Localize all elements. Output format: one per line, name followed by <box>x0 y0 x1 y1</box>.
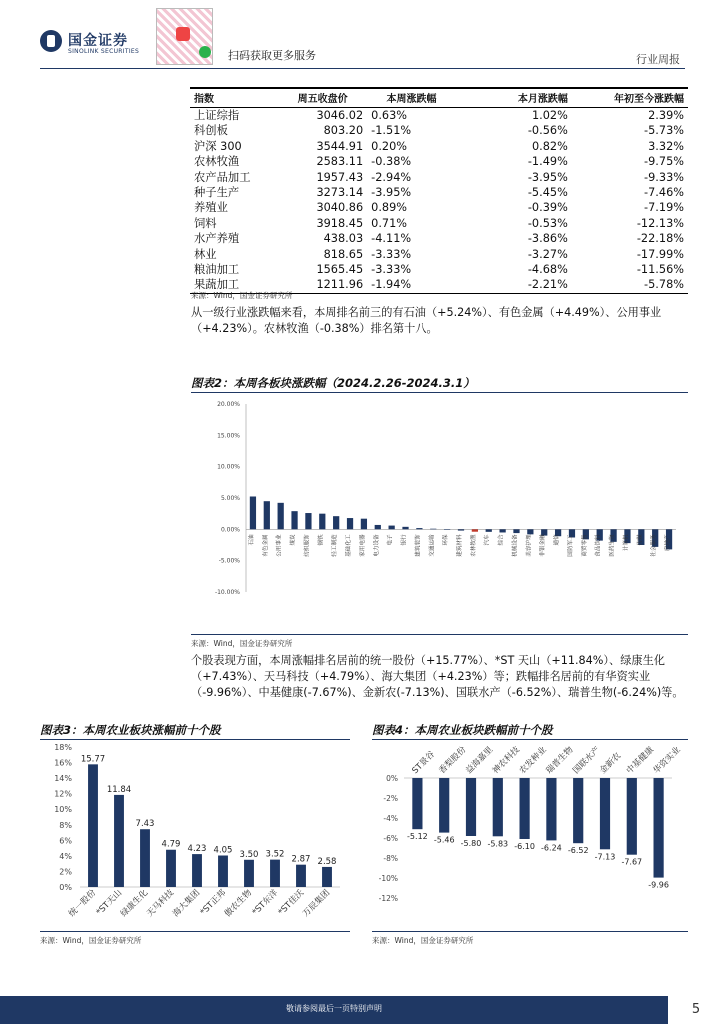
table-cell: 2583.11 <box>316 155 364 169</box>
table-cell: 0.89% <box>371 201 408 215</box>
sector-bar <box>291 511 297 529</box>
category-label: 天马科技 <box>144 888 177 920</box>
table-row <box>190 231 688 246</box>
data-label: -5.46 <box>433 835 455 845</box>
table-cell: 3.32% <box>648 139 684 153</box>
category-label: ST景谷 <box>410 749 438 777</box>
wechat-badge-icon <box>199 46 211 58</box>
index-performance-table <box>190 87 688 294</box>
loser-bar <box>627 778 637 855</box>
scan-prompt: 扫码获取更多服务 <box>228 49 316 62</box>
table-cell: -9.33% <box>644 170 684 184</box>
figure2-title: 图表2：本周各板块涨跌幅（2024.2.26-2024.3.1） <box>191 376 475 390</box>
page-number: 5 <box>668 996 724 1024</box>
category-label: *ST正邦 <box>198 888 229 918</box>
category-label: 建筑材料 <box>457 534 463 557</box>
figure4-source: 来源：Wind，国金证券研究所 <box>372 936 474 945</box>
y-tick-label: -2% <box>383 794 398 803</box>
table-header-cell: 周五收盘价 <box>278 88 367 108</box>
data-label: 2.58 <box>317 856 337 867</box>
table-cell: 农林牧渔 <box>194 155 240 169</box>
sector-bar <box>430 529 436 530</box>
category-label: 统一股份 <box>66 888 99 920</box>
y-tick-label: 10% <box>54 805 72 815</box>
header-divider <box>40 68 685 69</box>
table-cell: 农产品加工 <box>194 170 251 184</box>
gainer-bar <box>114 795 124 887</box>
data-label: -5.83 <box>487 839 509 849</box>
brand-name: 国金证券 <box>68 33 128 49</box>
y-tick-label: -4% <box>383 814 398 823</box>
category-label: 商贸零售 <box>581 534 588 557</box>
table-row <box>190 247 688 262</box>
category-label: 电子 <box>387 534 394 546</box>
y-tick-label: 12% <box>54 789 72 799</box>
table-cell: -4.68% <box>527 263 568 277</box>
gainer-bar <box>140 829 150 887</box>
table-cell: 0.20% <box>371 139 408 153</box>
table-cell: 1565.45 <box>316 263 364 277</box>
category-label: 房地产 <box>665 534 672 552</box>
table-cell: -5.73% <box>644 124 684 138</box>
category-label: 绿康生化 <box>118 888 151 920</box>
category-label: 建筑装饰 <box>415 534 422 557</box>
table-header-cell: 本周涨跌幅 <box>367 88 456 108</box>
sector-bar <box>319 514 325 530</box>
figure2-bottom-rule <box>191 634 688 635</box>
data-label: -6.52 <box>567 846 589 856</box>
sector-bar <box>375 525 381 529</box>
sector-bar <box>527 529 533 534</box>
category-label: 社会服务 <box>651 534 658 557</box>
table-cell: -1.51% <box>371 124 412 138</box>
table-row <box>190 216 688 231</box>
sector-bar <box>499 529 505 532</box>
brand-name-en: SINOLINK SECURITIES <box>68 48 140 55</box>
top-losers-bar-chart <box>372 740 688 930</box>
table-cell: -7.46% <box>644 186 684 200</box>
y-tick-label: -10% <box>378 874 398 883</box>
category-label: 综合 <box>498 534 505 546</box>
table-cell: 1.02% <box>531 109 568 122</box>
category-label: 公用事业 <box>276 534 283 557</box>
loser-bar <box>466 778 476 836</box>
y-tick-label: -6% <box>383 834 398 843</box>
category-label: 农发种业 <box>517 744 549 777</box>
loser-bar <box>412 778 422 829</box>
sector-bar <box>513 529 519 533</box>
data-label: 4.05 <box>213 845 233 856</box>
data-label: 15.77 <box>80 754 106 765</box>
table-cell: 0.82% <box>531 139 568 153</box>
y-tick-label: 2% <box>59 867 72 877</box>
table-cell: 养殖业 <box>194 201 228 215</box>
data-label: -9.96 <box>648 880 669 890</box>
table-cell: -4.11% <box>371 232 412 246</box>
figure2-source: 来源：Wind，国金证券研究所 <box>191 639 293 648</box>
table-cell: -0.53% <box>527 216 568 230</box>
category-label: 机械设备 <box>512 534 519 557</box>
category-label: 电力设备 <box>373 534 380 557</box>
footer-disclaimer: 敬请参阅最后一页特别声明 <box>286 1004 382 1013</box>
category-label: 交通运输 <box>429 534 436 557</box>
table-cell: 0.71% <box>371 216 408 230</box>
gainer-bar <box>244 860 254 887</box>
data-label: 11.84 <box>106 784 132 795</box>
category-label: 汽车 <box>484 534 491 546</box>
table-cell: 818.65 <box>323 247 364 261</box>
table-cell: -7.19% <box>644 201 684 215</box>
y-tick-label: 15.00% <box>217 432 240 440</box>
category-label: *ST佳沃 <box>276 888 307 918</box>
data-label: 7.43 <box>135 819 155 830</box>
table-cell: 3046.02 <box>316 109 364 122</box>
table-cell: -3.33% <box>371 247 412 261</box>
table-cell: 1957.43 <box>316 170 364 184</box>
gainer-bar <box>322 867 332 887</box>
company-logo-icon <box>40 30 62 52</box>
y-tick-label: 14% <box>54 774 72 784</box>
sector-bar <box>402 527 408 530</box>
figure3-title: 图表3：本周农业板块涨幅前十个股 <box>40 723 221 737</box>
figure4-bottom-rule <box>372 931 688 932</box>
table-cell: -3.95% <box>527 170 568 184</box>
sector-bar <box>458 529 464 530</box>
category-label: 传媒 <box>637 534 644 546</box>
sector-bar <box>486 529 492 532</box>
category-label: 家用电器 <box>359 534 366 557</box>
category-label: 中基健康 <box>624 744 656 777</box>
loser-bar <box>654 778 664 878</box>
category-label: 煤炭 <box>290 534 297 546</box>
category-label: 轻工制造 <box>332 534 339 557</box>
table-cell: -2.21% <box>456 277 572 293</box>
gainer-bar <box>166 850 176 887</box>
category-label: 非银金融 <box>540 534 547 557</box>
paragraph-industry: 从一级行业涨跌幅来看，本周排名前三的有石油（+5.24%）、有色金属（+4.49%）、公用事业（+4.23%）。农林牧渔（-0.38%）排名第十八。 <box>191 306 662 335</box>
paragraph-stocks: 个股表现方面，本周涨幅排名居前的统一股份（+15.77%）、*ST 天山（+11.84%）、绿康生化（+7.43%）、天马科技（+4.79%）、海大集团（+4.23%）等；跌幅排名居前的有华资实业（-9.96%）、中基健康(-7.67%)、金新农(-7.13%)、国联水产（-6.52%）、瑞普生物(-6.24%)等。 <box>191 654 684 699</box>
category-label: 钢铁 <box>318 534 325 546</box>
y-tick-label: -10.00% <box>214 589 240 596</box>
y-tick-label: -8% <box>383 854 398 863</box>
gainer-bar <box>270 860 280 887</box>
sector-change-bar-chart <box>191 396 688 630</box>
category-label: 益海嘉里 <box>464 744 496 777</box>
y-tick-label: 0% <box>59 883 72 892</box>
y-tick-label: -5.00% <box>218 557 240 565</box>
sector-bar <box>333 516 339 529</box>
y-tick-label: 5.00% <box>220 495 240 502</box>
sector-bar <box>472 529 478 531</box>
data-label: 4.23 <box>187 844 207 855</box>
y-tick-label: 0.00% <box>220 526 240 534</box>
y-tick-label: -12% <box>378 894 398 903</box>
loser-bar <box>439 778 449 833</box>
figure4-title: 图表4：本周农业板块跌幅前十个股 <box>372 723 553 737</box>
sector-bar <box>305 513 311 529</box>
table-cell: -0.38% <box>371 155 412 169</box>
sector-bar <box>416 528 422 529</box>
category-label: 农林牧渔 <box>470 534 477 557</box>
category-label: 神农科技 <box>490 744 522 777</box>
table-cell: 粮油加工 <box>194 263 240 277</box>
table-cell: 水产养殖 <box>194 232 240 246</box>
table-row <box>190 262 688 277</box>
data-label: 3.50 <box>239 849 259 860</box>
category-label: 环保 <box>443 534 450 546</box>
sector-bar <box>361 519 367 530</box>
category-label: 食品饮料 <box>595 534 602 557</box>
table-cell: -1.94% <box>367 277 456 293</box>
gainer-bar <box>218 856 228 888</box>
table-cell: 果蔬加工 <box>190 277 278 293</box>
table-header-cell: 年初至今涨跌幅 <box>572 88 688 108</box>
category-label: 香梨股份 <box>437 744 469 777</box>
gainer-bar <box>192 854 202 887</box>
table-cell: -1.49% <box>527 155 568 169</box>
sector-bar <box>347 518 353 529</box>
loser-bar <box>546 778 556 840</box>
gainer-bar <box>296 865 306 887</box>
table-cell: 上证综指 <box>194 109 240 122</box>
loser-bar <box>520 778 530 839</box>
table-cell: 0.63% <box>371 109 408 122</box>
data-label: -7.67 <box>621 857 643 867</box>
category-label: 通信 <box>554 534 561 546</box>
table-header-row <box>190 88 688 108</box>
table-cell: -9.75% <box>644 155 684 169</box>
gainer-bar <box>88 764 98 887</box>
table-cell: 饲料 <box>194 216 217 230</box>
table-cell: 3273.14 <box>316 186 364 200</box>
data-label: -5.80 <box>460 839 482 848</box>
table-cell: 林业 <box>194 247 217 261</box>
category-label: *ST天山 <box>94 888 125 918</box>
table-row <box>190 139 688 154</box>
y-tick-label: 4% <box>59 851 72 861</box>
table-cell: 803.20 <box>323 124 364 138</box>
data-label: 3.52 <box>265 849 285 860</box>
data-label: -7.13 <box>594 852 616 862</box>
table-cell: 2.39% <box>648 109 684 122</box>
table-row <box>190 170 688 185</box>
table-cell: -3.27% <box>527 247 568 261</box>
table-cell: 3040.86 <box>316 201 364 215</box>
y-tick-label: 20.00% <box>217 401 240 408</box>
y-tick-label: 16% <box>54 758 72 768</box>
category-label: 国防军工 <box>567 534 574 557</box>
table-row <box>190 185 688 200</box>
table-cell: -11.56% <box>636 263 684 277</box>
table-cell: -5.78% <box>572 277 688 293</box>
table-cell: 3918.45 <box>316 216 364 230</box>
data-label: -6.24 <box>541 843 562 853</box>
category-label: 石油 <box>248 534 255 546</box>
category-label: 基础化工 <box>346 534 353 557</box>
category-label: 国联水产 <box>571 744 603 777</box>
top-gainers-bar-chart <box>40 740 350 930</box>
loser-bar <box>600 778 610 849</box>
figure3-bottom-rule <box>40 931 350 932</box>
table-cell: 1211.96 <box>278 277 367 293</box>
table-cell: 种子生产 <box>194 186 240 200</box>
category-label: 金新农 <box>598 751 624 777</box>
data-label: -5.12 <box>407 832 428 842</box>
category-label: 瑞普生物 <box>544 744 576 777</box>
category-label: 海大集团 <box>170 888 203 920</box>
y-tick-label: 8% <box>59 820 72 830</box>
data-label: -6.10 <box>514 842 535 851</box>
table-cell: 3544.91 <box>316 139 364 153</box>
sector-bar <box>264 501 270 529</box>
category-label: 纺织服饰 <box>304 534 311 557</box>
table-cell: 438.03 <box>323 232 364 246</box>
table-cell: -0.56% <box>527 124 568 138</box>
table-cell: -3.33% <box>371 263 412 277</box>
table-cell: 沪深 300 <box>194 139 242 153</box>
y-tick-label: 0% <box>386 774 398 783</box>
table-source: 来源：Wind，国金证券研究所 <box>191 291 293 300</box>
sector-bar <box>250 496 256 529</box>
table-cell: -22.18% <box>636 232 684 246</box>
category-label: 银行 <box>401 534 408 546</box>
y-tick-label: 6% <box>59 836 72 846</box>
table-row <box>190 154 688 169</box>
table-row <box>190 123 688 138</box>
figure3-source: 来源：Wind，国金证券研究所 <box>40 936 142 945</box>
table-cell: -5.45% <box>527 186 568 200</box>
table-cell: -3.86% <box>527 232 568 246</box>
category-label: 万辰集团 <box>300 888 333 920</box>
category-label: 华资实业 <box>651 744 683 777</box>
data-label: 2.87 <box>291 854 311 865</box>
table-cell: -17.99% <box>636 247 684 261</box>
table-cell: 科创板 <box>194 124 228 138</box>
category-label: 傲农生物 <box>222 888 255 920</box>
table-header-cell: 本月涨跌幅 <box>456 88 572 108</box>
category-label: *ST东洋 <box>250 888 281 918</box>
category-label: 计算机 <box>623 534 630 552</box>
sector-bar <box>278 503 284 530</box>
table-header-cell: 指数 <box>190 88 278 108</box>
category-label: 美容护理 <box>526 534 533 557</box>
sector-bar <box>444 529 450 530</box>
table-row <box>190 108 688 124</box>
figure2-title-rule <box>191 392 688 393</box>
table-row <box>190 200 688 215</box>
table-cell: -0.39% <box>527 201 568 215</box>
loser-bar <box>493 778 503 836</box>
y-tick-label: 18% <box>54 743 72 752</box>
loser-bar <box>573 778 583 843</box>
table-cell: -12.13% <box>636 216 684 230</box>
category-label: 有色金属 <box>262 534 269 557</box>
table-cell: -3.95% <box>371 186 412 200</box>
category-label: 医药生物 <box>609 534 616 557</box>
table-cell: -2.94% <box>371 170 412 184</box>
qr-center-logo-icon <box>176 27 190 41</box>
report-section-label: 行业周报 <box>636 53 680 66</box>
data-label: 4.79 <box>161 839 181 850</box>
y-tick-label: 10.00% <box>217 463 240 471</box>
sector-bar <box>389 526 395 530</box>
